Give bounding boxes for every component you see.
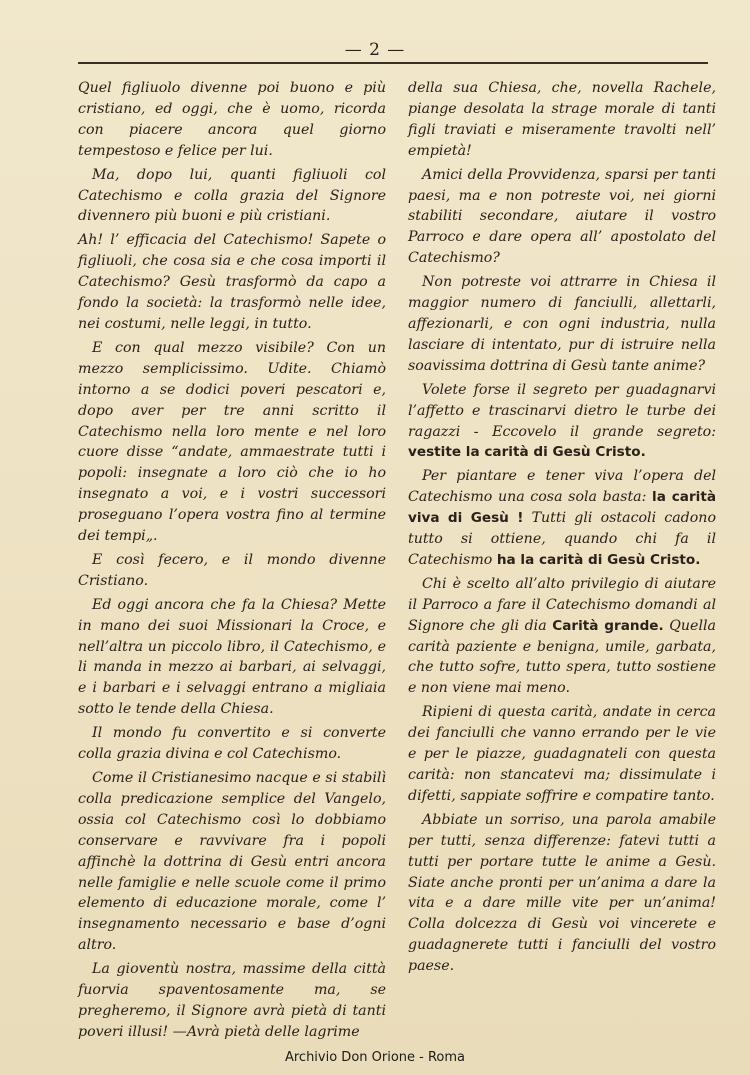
paragraph: della sua Chiesa, che, novella Rachele, piange desolata la strage morale di tanti figli traviati e miseramente travolti nell’ empietà! <box>408 80 716 159</box>
paragraph: Il mondo fu convertito e si converte colla grazia divina e col Catechismo. <box>78 725 386 763</box>
header-rule <box>78 62 708 64</box>
emphasis-text: la carità viva di Gesù ! <box>408 489 716 527</box>
page-number: — 2 — <box>344 40 406 60</box>
right-column <box>408 78 716 980</box>
paragraph: Ripieni di questa carità, andate in cerca dei fanciulli che vanno errando per le vie e per le piazze, guadagnateli con questa carità: non stancatevi ma; dissimulate i difetti, sappiate soffrire e compatire tanto. <box>408 704 716 804</box>
paragraph: Ma, dopo lui, quanti figliuoli col Catechismo e colla grazia del Signore divennero più buoni e più cristiani. <box>78 166 386 225</box>
left-column <box>78 78 386 1046</box>
archive-footer: Archivio Don Orione - Roma <box>284 1050 466 1065</box>
paragraph <box>408 380 716 464</box>
paragraph-text: Quella carità paziente e benigna, umile, garbata, che tutto sofre, tutto spera, tutto sostiene e non viene mai meno. <box>408 617 716 697</box>
paragraph: Quel figliuolo divenne poi buono e più cristiano, ed oggi, che è uomo, ricorda con piacere ancora quel giorno tempestoso e felice per lui. <box>78 80 386 159</box>
paragraph-text: Tutti gli ostacoli cadono tutto si ottiene, quando chi fa il Catechismo <box>408 510 716 568</box>
paragraph: Ed oggi ancora che fa la Chiesa? Mette in mano dei suoi Missionari la Croce, e nell’altra un piccolo libro, il Catechismo, e li manda in mezzo ai barbari, ai selvaggi, e i barbari e i selvaggi entrano a migliaia sotto le tende della Chiesa. <box>78 596 386 718</box>
paragraph-text: Volete forse il segreto per guadagnarvi l’affetto e trascinarvi dietro le turbe dei ragazzi - Eccovelo il grande segreto: <box>408 381 716 440</box>
emphasis-text: vestite la carità di Gesù Cristo. <box>408 444 646 461</box>
paragraph: Non potreste voi attrarre in Chiesa il maggior numero di fanciulli, allettarli, affezionarli, e con ogni industria, nulla lasciare di intentato, pur di istruire nella soavissima dottrina di Gesù tante anime? <box>408 274 716 374</box>
paragraph-text: Per piantare e tener viva l’opera del Catechismo una cosa sola basta: <box>408 468 716 506</box>
emphasis-text: ha la carità di Gesù Cristo. <box>496 551 701 568</box>
paragraph: Ah! l’ efficacia del Catechismo! Sapete o figliuoli, che cosa sia e che cosa importi il Catechismo? Gesù trasformò da capo a fondo la società: la trasformò nelle idee, nei costumi, nelle leggi, in tutto. <box>78 232 386 332</box>
paragraph: Abbiate un sorriso, una parola amabile per tutti, senza differenze: fatevi tutti a tutti per portare tutte le anime a Gesù. Siate anche pronti per un’anima a dare la vita e a dare mille vite per un’anima! Colla dolcezza di Gesù voi vincerete e guadagnerete tutti i fanciulli del vostro paese. <box>408 811 716 975</box>
paragraph <box>408 466 716 571</box>
emphasis-text: Carità grande. <box>552 617 664 634</box>
paragraph: Amici della Provvidenza, sparsi per tanti paesi, ma e non potreste voi, nei giorni stabiliti secondare, aiutare il vostro Parroco e dare opera all’ apostolato del Catechismo? <box>408 166 716 267</box>
paragraph <box>408 574 716 699</box>
paragraph-text: Chi è scelto all’alto privilegio di aiutare il Parroco a fare il Catechismo domandi al Signore che gli dia <box>408 575 716 634</box>
paragraph: La gioventù nostra, massime della città fuorvia spaventosamente ma, se pregheremo, il Signore avrà pietà di tanti poveri illusi! —Avrà pietà delle lagrime <box>78 961 386 1040</box>
paragraph: E con qual mezzo visibile? Con un mezzo semplicissimo. Udite. Chiamò intorno a se dodici poveri pescatori e, dopo aver per tre anni scritto il Catechismo nella loro mente e nel loro cuore disse “andate, ammaestrate tutti i popoli: insegnate a loro ciò che io ho insegnato a voi, e i vostri successori proseguano l’opera vostra fino al termine dei tempi„. <box>78 339 386 545</box>
paragraph: E così fecero, e il mondo divenne Cristiano. <box>78 551 386 589</box>
paragraph: Come il Cristianesimo nacque e si stabilì colla predicazione semplice del Vangelo, ossia col Catechismo così lo dobbiamo conservare e ravvivare fra i popoli affinchè la dottrina di Gesù entri ancora nelle famiglie e nelle scuole come il primo elemento di educazione morale, come l’ insegnamento necessario e base d’ogni altro. <box>78 770 386 954</box>
